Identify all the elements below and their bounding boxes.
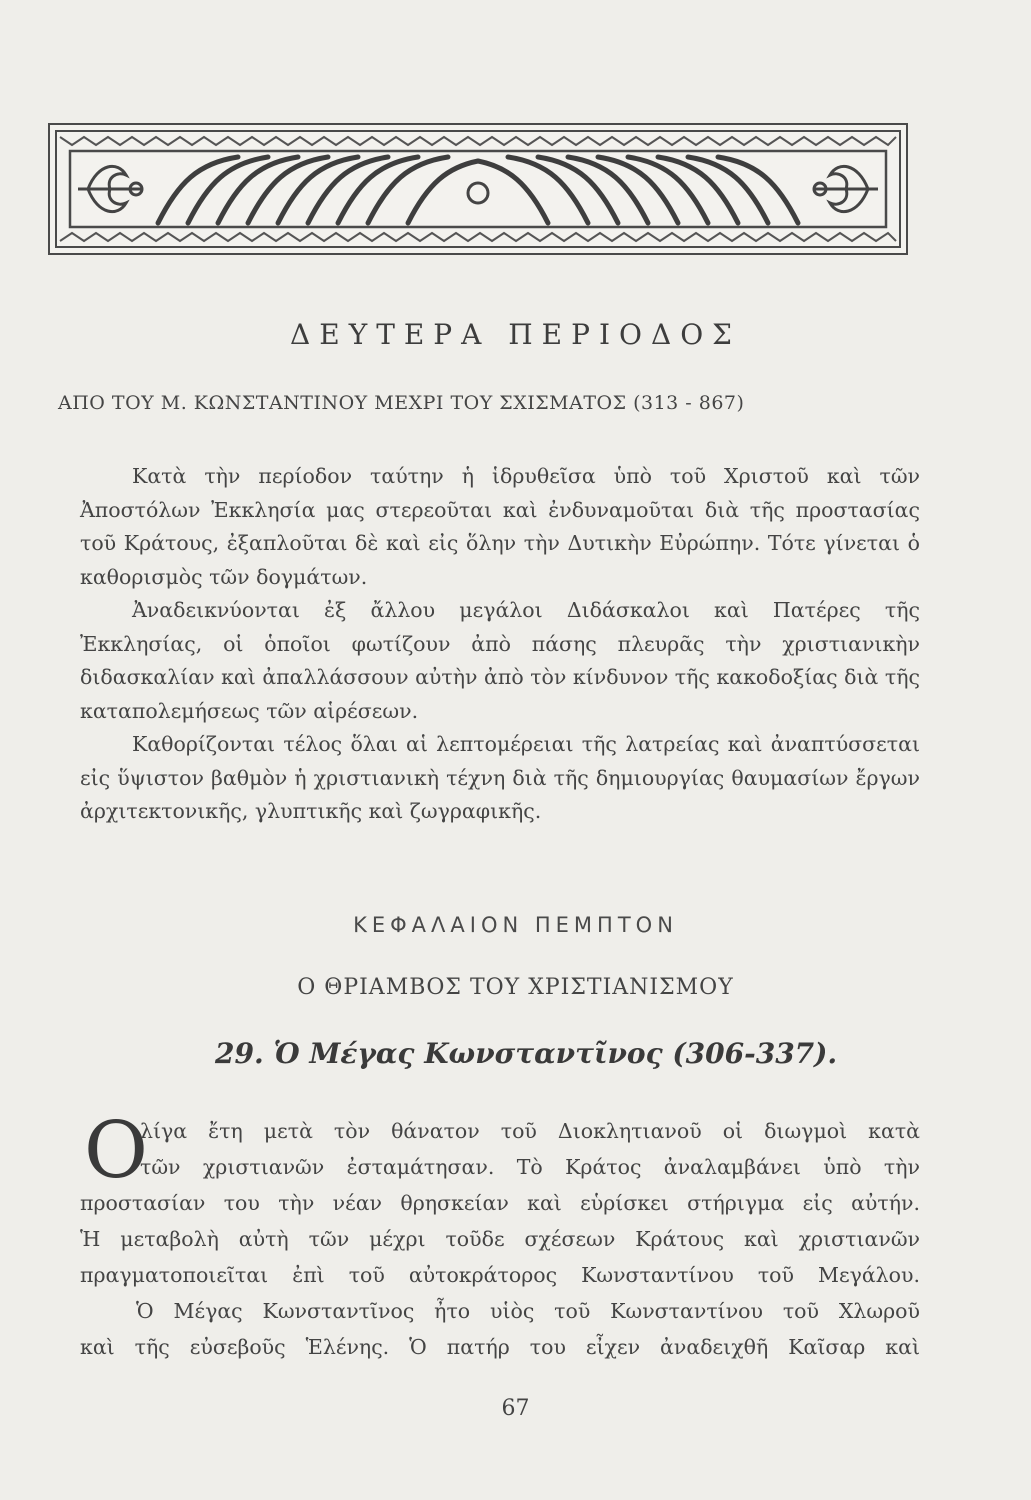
chapter-title: Ο ΘΡΙΑΜΒΟΣ ΤΟΥ ΧΡΙΣΤΙΑΝΙΣΜΟΥ [297, 975, 734, 1000]
drop-cap: Ο [84, 1106, 148, 1196]
text-line: τῶν χριστιανῶν ἐσταμάτησαν. Τὸ Κράτος ἀναλαμβάνει ὑπὸ τὴν [140, 1155, 920, 1179]
part-title: ΔΕΥΤΕΡΑ ΠΕΡΙΟΔΟΣ [290, 318, 741, 351]
intro-paragraph: Κατὰ τὴν περίοδον ταύτην ἡ ἱδρυθεῖσα ὑπὸ τοῦ Χριστοῦ καὶ τῶν Ἀποστόλων Ἐκκλησία μας στερεοῦται καὶ ἐνδυναμοῦται διὰ τῆς προστασίας τοῦ Κράτους, ἐξαπλοῦται δὲ καὶ εἰς ὅλην τὴν Δυτικὴν Εὐρώπην. Τότε γίνεται ὁ καθορισμὸς τῶν δογμάτων. [80, 464, 920, 589]
section-heading: 29. Ὁ Μέγας Κωνσταντῖνος (306-337). [215, 1037, 838, 1070]
intro-text [80, 460, 920, 829]
part-subtitle: ΑΠΟ ΤΟΥ Μ. ΚΩΝΣΤΑΝΤΙΝΟΥ ΜΕΧΡΙ ΤΟΥ ΣΧΙΣΜΑΤΟΣ (313 - 867) [58, 392, 745, 414]
ornamental-header-banner [48, 123, 908, 255]
text-line: προστασίαν του τὴν νέαν θρησκείαν καὶ εὑρίσκει στήριγμα εἰς αὐτήν. [80, 1191, 920, 1215]
page-number: 67 [501, 1396, 530, 1421]
text-line: Ἡ μεταβολὴ αὐτὴ τῶν μέχρι τοῦδε σχέσεων Κράτους καὶ χριστιανῶν [80, 1227, 920, 1251]
section-body [80, 1106, 920, 1365]
text-line: καὶ τῆς εὐσεβοῦς Ἑλένης. Ὁ πατήρ του εἶχεν ἀναδειχθῆ Καῖσαρ καὶ [80, 1335, 920, 1359]
intro-paragraph: Ἀναδεικνύονται ἐξ ἄλλου μεγάλοι Διδάσκαλοι καὶ Πατέρες τῆς Ἐκκλησίας, οἱ ὁποῖοι φωτίζουν ἀπὸ πάσης πλευρᾶς τὴν χριστιανικὴν διδασκαλίαν καὶ ἀπαλλάσσουν αὐτὴν ἀπὸ τὸν κίνδυνον τῆς κακοδοξίας διὰ τῆς καταπολεμήσεως τῶν αἱρέσεων. [80, 598, 920, 723]
text-line: Ὁ Μέγας Κωνσταντῖνος ἦτο υἱὸς τοῦ Κωνσταντίνου τοῦ Χλωροῦ [136, 1299, 920, 1323]
text-line: λίγα ἔτη μετὰ τὸν θάνατον τοῦ Διοκλητιανοῦ οἱ διωγμοὶ κατὰ [140, 1119, 920, 1143]
text-line: πραγματοποιεῖται ἐπὶ τοῦ αὐτοκράτορος Κωνσταντίνου τοῦ Μεγάλου. [80, 1263, 920, 1287]
chapter-label: ΚΕΦΑΛΑΙΟΝ ΠΕΜΠΤΟΝ [353, 913, 678, 937]
intro-paragraph: Καθορίζονται τέλος ὅλαι αἱ λεπτομέρειαι τῆς λατρείας καὶ ἀναπτύσσεται εἰς ὕψιστον βαθμὸν ἡ χριστιανικὴ τέχνη διὰ τῆς δημιουργίας θαυμασίων ἔργων ἀρχιτεκτονικῆς, γλυπτικῆς καὶ ζωγραφικῆς. [80, 732, 920, 823]
